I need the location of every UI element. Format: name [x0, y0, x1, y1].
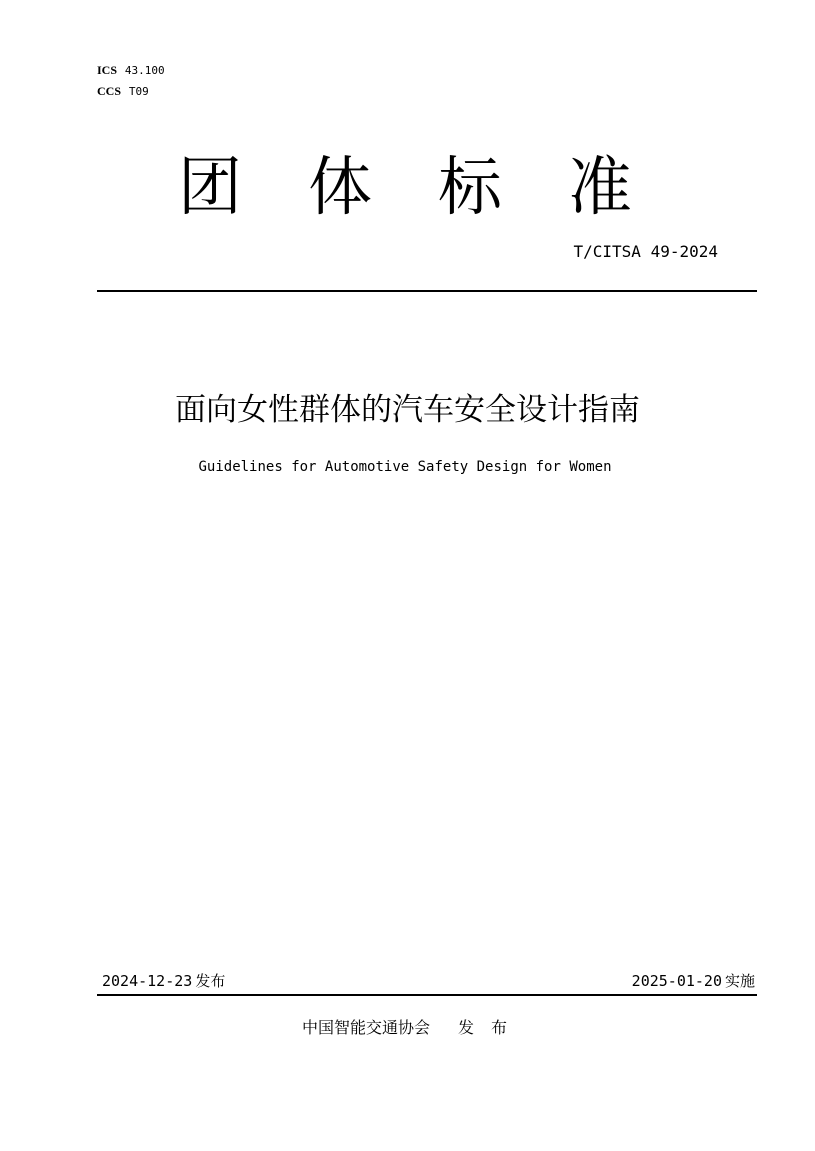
standard-type-char-3: 标 [438, 151, 502, 225]
classification-codes [97, 60, 165, 102]
ccs-label: CCS [97, 84, 122, 98]
standard-number: T/CITSA 49-2024 [573, 242, 718, 261]
standard-type-char-2: 体 [308, 151, 372, 225]
release-date-line [102, 970, 225, 991]
standard-type-char-1: 团 [178, 151, 242, 225]
footer-divider [97, 994, 757, 996]
document-title-en: Guidelines for Automotive Safety Design for Women [198, 459, 612, 475]
publisher-line [0, 1015, 815, 1038]
implementation-date-line [632, 970, 755, 991]
document-title-cn: 面向女性群体的汽车安全设计指南 [175, 392, 640, 428]
ics-line [97, 60, 165, 81]
release-date: 2024-12-23 [102, 972, 193, 990]
ics-value: 43.100 [124, 64, 165, 77]
publisher-org: 中国智能交通协会 [301, 1018, 430, 1037]
publisher-label: 发 布 [457, 1018, 514, 1037]
header-divider [97, 290, 757, 292]
ics-label: ICS [97, 63, 118, 77]
implementation-date: 2025-01-20 [631, 972, 722, 990]
release-label: 发布 [195, 972, 226, 990]
ccs-line [97, 81, 165, 102]
implementation-label: 实施 [724, 972, 755, 990]
standard-type-char-4: 准 [568, 151, 632, 225]
ccs-value: T09 [128, 85, 149, 98]
